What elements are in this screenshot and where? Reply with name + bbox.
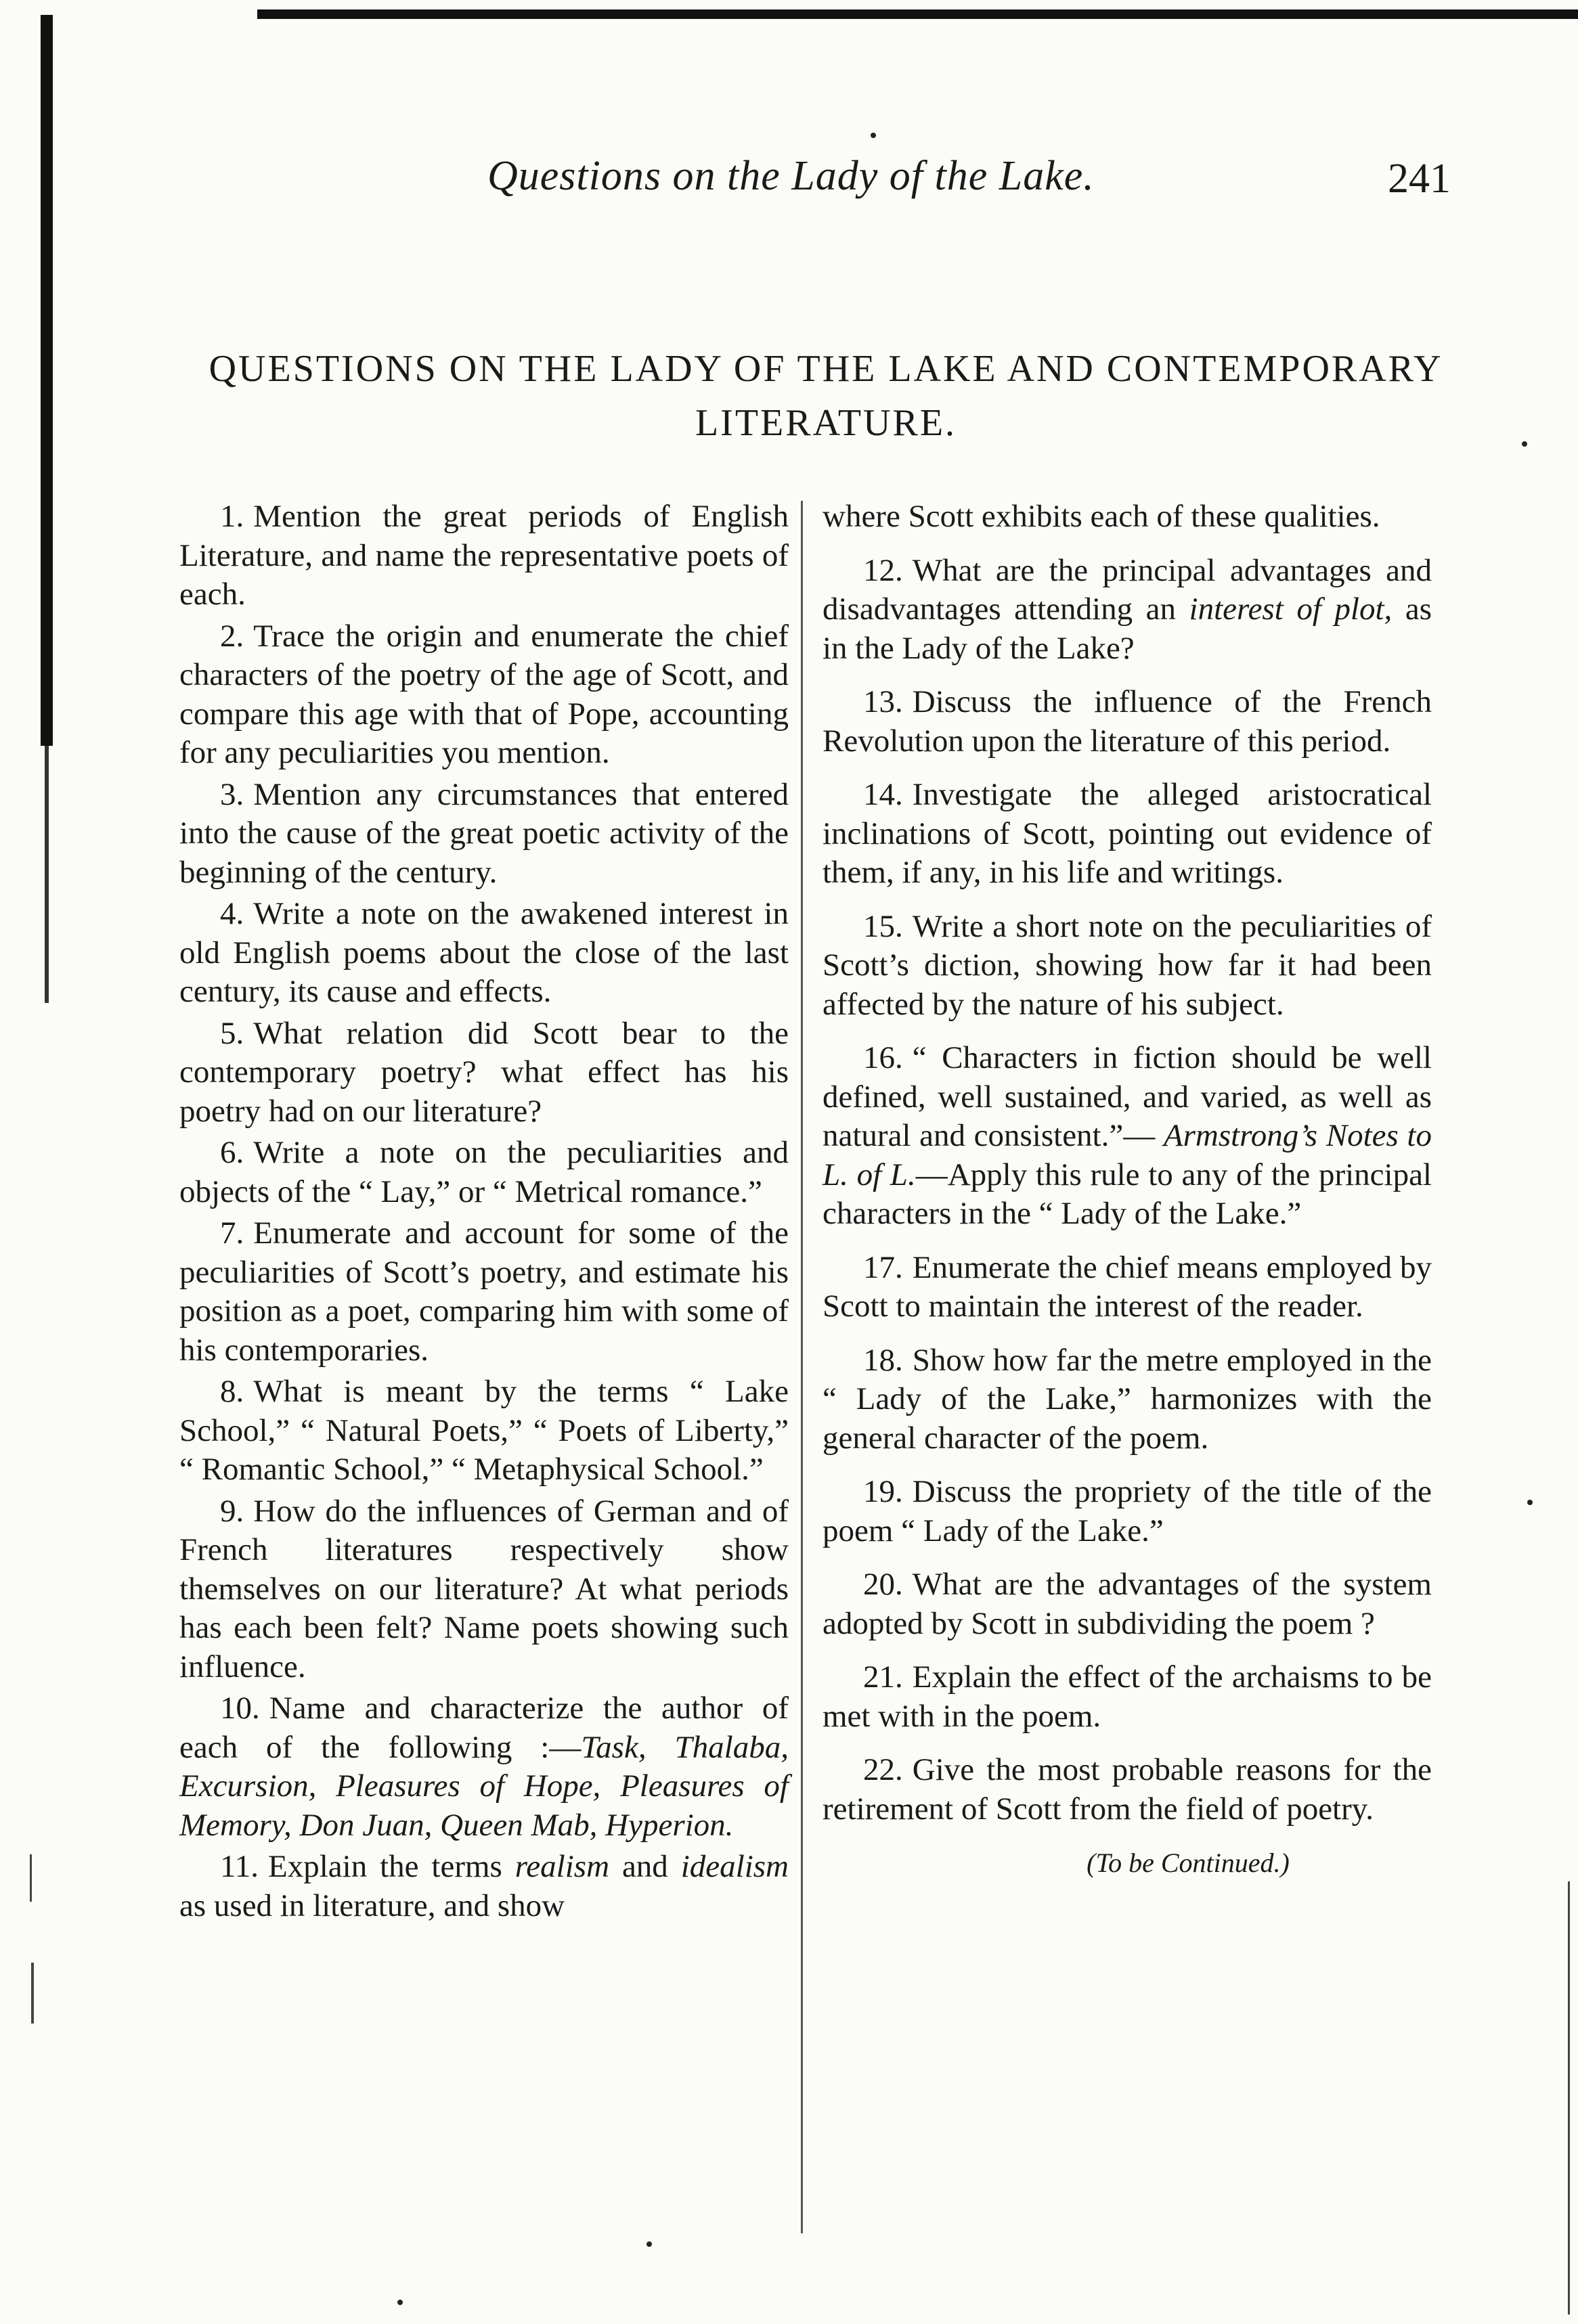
work-title: Pleasures of Memory,	[179, 1768, 789, 1843]
speck	[1527, 1500, 1533, 1505]
question-7: 7. Enumerate and account for some of the peculiarities of Scott’s poetry, and estimate his position as a poet, comparing him with some of his contemporaries.	[179, 1215, 789, 1368]
question-11: 11. Explain the terms realism and idealism as used in literature, and show	[179, 1849, 789, 1923]
question-10: 10. Name and characterize the author of each of the following :—Task, Thalaba, Excursion, Pleasures of Hope, Pleasures of Memory, Don Juan, Queen Mab, Hyperion.	[179, 1691, 789, 1843]
question-19: 19. Discuss the propriety of the title of the poem “ Lady of the Lake.”	[823, 1474, 1432, 1548]
work-title: Pleasures of Hope,	[336, 1768, 601, 1804]
question-5: 5. What relation did Scott bear to the contemporary poetry? what effect has his poetry had on our literature?	[179, 1015, 789, 1129]
question-8: 8. What is meant by the terms “ Lake School,” “ Natural Poets,” “ Poets of Liberty,” “ Romantic School,” “ Metaphysical School.”	[179, 1374, 789, 1487]
question-13: 13. Discuss the influence of the French Revolution upon the literature of this period.	[823, 684, 1432, 759]
work-title: Excursion,	[179, 1768, 317, 1804]
left-border-rule-lower	[45, 746, 49, 1003]
question-4: 4. Write a note on the awakened interest in old English poems about the close of the last century, its cause and effects.	[179, 896, 789, 1009]
question-15: 15. Write a short note on the peculiarities of Scott’s diction, showing how far it had been affected by the nature of his subject.	[823, 908, 1432, 1022]
question-20: 20. What are the advantages of the system adopted by Scott in subdividing the poem ?	[823, 1567, 1432, 1641]
work-title: Don Juan,	[299, 1807, 433, 1843]
question-3: 3. Mention any circumstances that entered into the cause of the great poetic activity of the beginning of the century.	[179, 776, 789, 890]
speck	[397, 2300, 403, 2305]
work-title: Queen Mab,	[440, 1807, 598, 1843]
page-number: 241	[1388, 156, 1451, 202]
question-1: 1. Mention the great periods of English Literature, and name the representative poets of each.	[179, 499, 789, 612]
question-11-continued: where Scott exhibits each of these qualities.	[823, 499, 1380, 534]
left-column	[179, 497, 789, 1928]
top-border-rule	[257, 9, 1578, 19]
question-16: 16. “ Characters in fiction should be well defined, well sustained, and varied, as well as natural and consistent.”— Armstrong’s Notes to L. of L.—Apply this rule to any of the principal characters in the “ Lady of the Lake.”	[823, 1040, 1432, 1231]
speck	[1522, 441, 1527, 447]
work-title: Task,	[581, 1729, 646, 1765]
question-14: 14. Investigate the alleged aristocratical inclinations of Scott, pointing out evidence of them, if any, in his life and writings.	[823, 777, 1432, 890]
running-title: Questions on the Lady of the Lake.	[487, 153, 1095, 199]
question-22: 22. Give the most probable reasons for the retirement of Scott from the field of poetry.	[823, 1752, 1432, 1827]
work-title: Hyperion.	[605, 1807, 734, 1843]
left-edge-mark	[31, 1963, 34, 2024]
term-interest-of-plot: interest of plot,	[1189, 591, 1393, 627]
work-title: Thalaba,	[674, 1729, 789, 1765]
speck	[871, 133, 876, 138]
citation: Armstrong’s Notes to L. of L.	[823, 1118, 1432, 1192]
running-head	[0, 152, 1578, 213]
question-17: 17. Enumerate the chief means employed by Scott to maintain the interest of the reader.	[823, 1249, 1432, 1324]
question-12: 12. What are the principal advantages and disadvantages attending an interest of plot, as in the Lady of the Lake?	[823, 552, 1432, 666]
column-divider	[801, 501, 803, 2233]
question-21: 21. Explain the effect of the archaisms to be met with in the poem.	[823, 1659, 1432, 1734]
right-edge-mark	[1568, 1881, 1570, 2315]
article-title: QUESTIONS ON THE LADY OF THE LAKE AND CONTEMPORARY LITERATURE.	[209, 348, 1443, 444]
left-edge-mark	[30, 1854, 32, 1902]
to-be-continued-note: (To be Continued.)	[1087, 1848, 1290, 1878]
term-realism: realism	[514, 1849, 610, 1884]
term-idealism: idealism	[680, 1849, 789, 1884]
right-column	[823, 497, 1432, 1883]
left-border-rule	[41, 15, 53, 746]
question-9: 9. How do the influences of German and of French literatures respectively show themselves on our literature? At what periods has each been felt? Name poets showing such influence.	[179, 1493, 789, 1684]
question-6: 6. Write a note on the peculiarities and objects of the “ Lay,” or “ Metrical romance.”	[179, 1135, 789, 1209]
question-18: 18. Show how far the metre employed in the “ Lady of the Lake,” harmonizes with the general character of the poem.	[823, 1342, 1432, 1456]
speck	[646, 2241, 652, 2247]
question-2: 2. Trace the origin and enumerate the chief characters of the poetry of the age of Scott, and compare this age with that of Pope, accounting for any peculiarities you mention.	[179, 618, 789, 770]
